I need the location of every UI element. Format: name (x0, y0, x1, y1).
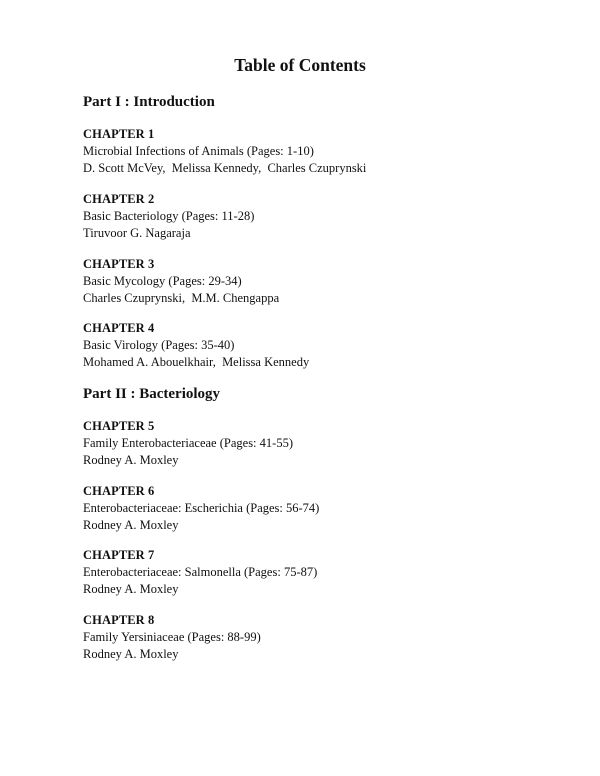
part-heading-introduction: Part I : Introduction (83, 94, 215, 110)
chapter-entry-5 (83, 418, 563, 468)
chapter-authors: Tiruvoor G. Nagaraja (83, 225, 191, 240)
chapter-entry-2 (83, 191, 563, 241)
chapter-label: CHAPTER 4 (83, 321, 155, 335)
chapter-entry-3 (83, 256, 563, 306)
chapter-authors: D. Scott McVey, Melissa Kennedy, Charles Czuprynski (83, 160, 367, 175)
page-title: Table of Contents (234, 55, 366, 75)
chapter-title: Basic Virology (Pages: 35-40) (83, 338, 235, 352)
chapter-entry-4 (83, 320, 563, 370)
part-heading-bacteriology: Part II : Bacteriology (83, 386, 221, 402)
chapter-title: Basic Mycology (Pages: 29-34) (83, 274, 242, 288)
chapter-title: Enterobacteriaceae: Salmonella (Pages: 75-87) (83, 565, 318, 579)
chapter-title: Basic Bacteriology (Pages: 11-28) (83, 209, 255, 223)
chapter-authors: Rodney A. Moxley (83, 646, 179, 661)
chapter-authors: Rodney A. Moxley (83, 581, 179, 596)
chapter-label: CHAPTER 8 (83, 613, 155, 627)
chapter-entry-6 (83, 483, 563, 533)
chapter-label: CHAPTER 2 (83, 192, 155, 206)
chapter-entry-7 (83, 547, 563, 597)
chapter-authors: Rodney A. Moxley (83, 452, 179, 467)
chapter-title: Microbial Infections of Animals (Pages: 1-10) (83, 144, 314, 158)
chapter-authors: Rodney A. Moxley (83, 517, 179, 532)
chapter-label: CHAPTER 3 (83, 257, 155, 271)
chapter-label: CHAPTER 7 (83, 548, 155, 562)
chapter-entry-8 (83, 612, 563, 662)
chapter-entry-1 (83, 126, 563, 176)
chapter-label: CHAPTER 5 (83, 419, 155, 433)
chapter-label: CHAPTER 6 (83, 484, 155, 498)
chapter-authors: Mohamed A. Abouelkhair, Melissa Kennedy (83, 354, 310, 369)
chapter-label: CHAPTER 1 (83, 127, 155, 141)
chapter-title: Family Yersiniaceae (Pages: 88-99) (83, 630, 261, 644)
chapter-title: Enterobacteriaceae: Escherichia (Pages: 56-74) (83, 501, 320, 515)
chapter-title: Family Enterobacteriaceae (Pages: 41-55) (83, 436, 293, 450)
chapter-authors: Charles Czuprynski, M.M. Chengappa (83, 290, 280, 305)
